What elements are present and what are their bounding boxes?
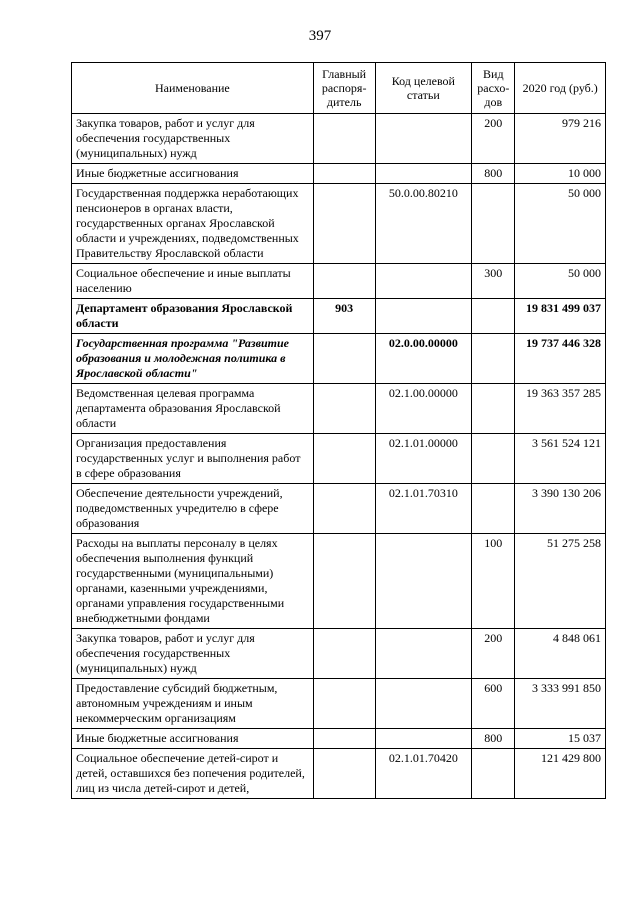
row-manager-cell [313,484,375,534]
row-code-cell [375,299,472,334]
row-code-cell [375,164,472,184]
header-amount: 2020 год (руб.) [515,63,606,114]
row-amount-cell: 4 848 061 [515,629,606,679]
table-row [72,679,606,729]
row-manager-cell [313,534,375,629]
row-type-cell [472,334,515,384]
row-manager-cell [313,729,375,749]
row-name-cell: Иные бюджетные ассигнования [72,164,314,184]
row-code-cell [375,534,472,629]
row-code-cell [375,264,472,299]
row-name-cell: Иные бюджетные ассигнования [72,729,314,749]
table-row [72,264,606,299]
row-manager-cell [313,749,375,799]
row-type-cell [472,299,515,334]
row-type-cell [472,434,515,484]
row-code-cell: 02.1.01.00000 [375,434,472,484]
table-row [72,384,606,434]
row-name-cell: Предоставление субсидий бюджетным, автономным учреждениям и иным некоммерческим организациям [72,679,314,729]
table-row [72,749,606,799]
row-type-cell [472,484,515,534]
row-name-cell: Закупка товаров, работ и услуг для обеспечения государственных (муниципальных) нужд [72,114,314,164]
table-row [72,484,606,534]
header-name: Наименование [72,63,314,114]
row-type-cell: 200 [472,114,515,164]
row-type-cell: 600 [472,679,515,729]
row-name-cell: Закупка товаров, работ и услуг для обеспечения государственных (муниципальных) нужд [72,629,314,679]
row-type-cell [472,184,515,264]
row-name-cell: Социальное обеспечение и иные выплаты населению [72,264,314,299]
table-row [72,629,606,679]
table-row [72,534,606,629]
row-name-cell: Обеспечение деятельности учреждений, подведомственных учредителю в сфере образования [72,484,314,534]
row-code-cell [375,729,472,749]
table-header-row [72,63,606,114]
table-row [72,334,606,384]
table-row [72,434,606,484]
row-code-cell: 02.1.00.00000 [375,384,472,434]
row-name-cell: Ведомственная целевая программа департамента образования Ярославской области [72,384,314,434]
row-type-cell [472,384,515,434]
table-row [72,184,606,264]
row-amount-cell: 3 561 524 121 [515,434,606,484]
page-number: 397 [308,28,332,44]
row-manager-cell [313,114,375,164]
row-type-cell: 300 [472,264,515,299]
row-code-cell: 02.1.01.70310 [375,484,472,534]
header-type: Вид расхо-дов [472,63,515,114]
header-manager: Главный распоря-дитель [313,63,375,114]
row-manager-cell [313,434,375,484]
table-row [72,164,606,184]
row-amount-cell: 19 737 446 328 [515,334,606,384]
row-type-cell [472,749,515,799]
row-amount-cell: 19 363 357 285 [515,384,606,434]
row-manager-cell [313,334,375,384]
row-name-cell: Расходы на выплаты персоналу в целях обеспечения выполнения функций государственными (муниципальными) органами, казенными учреждениями, органами управления государственными внебюджетными фондами [72,534,314,629]
row-amount-cell: 121 429 800 [515,749,606,799]
row-code-cell: 50.0.00.80210 [375,184,472,264]
row-manager-cell [313,679,375,729]
row-amount-cell: 50 000 [515,184,606,264]
row-manager-cell: 903 [313,299,375,334]
row-name-cell: Государственная поддержка неработающих пенсионеров в органах власти, государственных органах Ярославской области и учреждениях, подведомственных Правительству Ярославской области [72,184,314,264]
row-manager-cell [313,264,375,299]
table-row [72,729,606,749]
row-amount-cell: 15 037 [515,729,606,749]
row-type-cell: 800 [472,164,515,184]
row-amount-cell: 50 000 [515,264,606,299]
table-row [72,114,606,164]
row-amount-cell: 3 333 991 850 [515,679,606,729]
row-type-cell: 100 [472,534,515,629]
row-code-cell [375,629,472,679]
row-code-cell: 02.0.00.00000 [375,334,472,384]
header-code: Код целевой статьи [375,63,472,114]
row-type-cell: 800 [472,729,515,749]
row-manager-cell [313,629,375,679]
row-amount-cell: 10 000 [515,164,606,184]
row-manager-cell [313,184,375,264]
budget-table [71,62,606,799]
row-amount-cell: 979 216 [515,114,606,164]
row-code-cell [375,114,472,164]
row-code-cell [375,679,472,729]
row-amount-cell: 3 390 130 206 [515,484,606,534]
row-name-cell: Социальное обеспечение детей-сирот и детей, оставшихся без попечения родителей, лиц из числа детей-сирот и детей, [72,749,314,799]
row-name-cell: Департамент образования Ярославской области [72,299,314,334]
row-name-cell: Государственная программа "Развитие образования и молодежная политика в Ярославской области" [72,334,314,384]
row-amount-cell: 51 275 258 [515,534,606,629]
row-manager-cell [313,384,375,434]
table-row [72,299,606,334]
row-type-cell: 200 [472,629,515,679]
row-manager-cell [313,164,375,184]
row-name-cell: Организация предоставления государственных услуг и выполнения работ в сфере образования [72,434,314,484]
row-amount-cell: 19 831 499 037 [515,299,606,334]
row-code-cell: 02.1.01.70420 [375,749,472,799]
